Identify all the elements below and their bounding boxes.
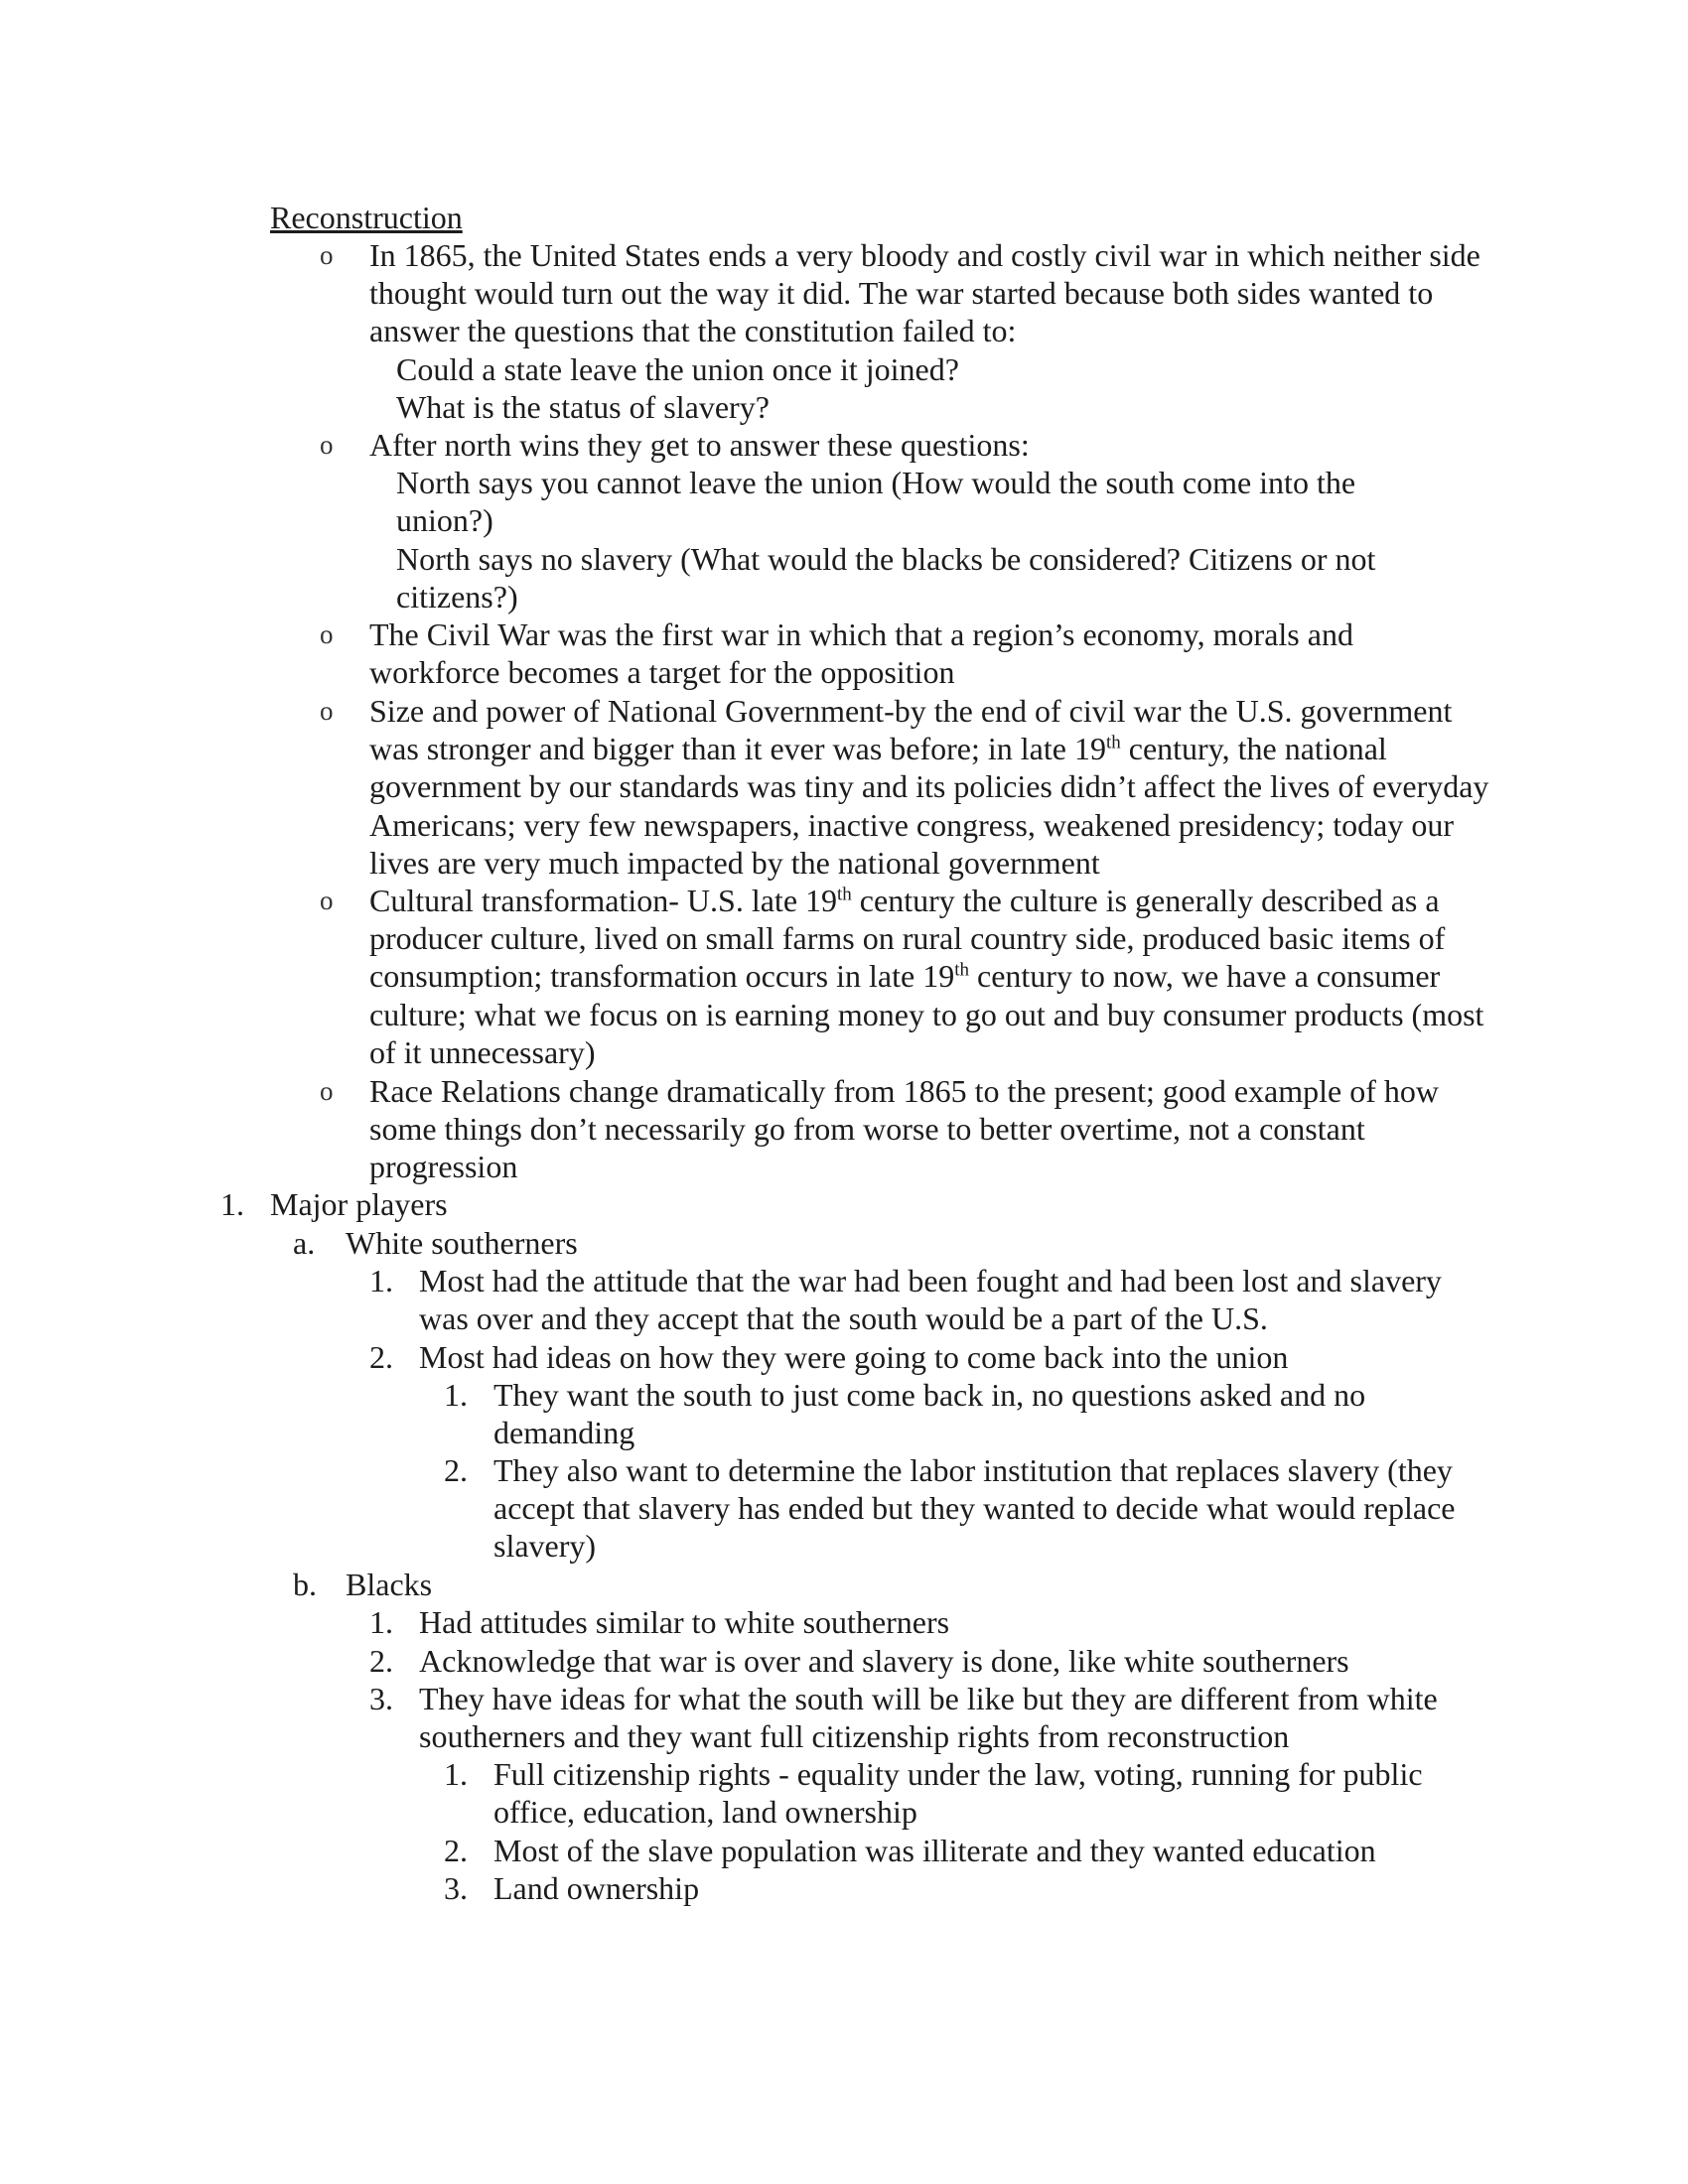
outline-number: 1. [369, 1604, 393, 1640]
list-item: Full citizenship rights - equality under the law, voting, running for public office, education, land ownership [493, 1756, 1423, 1831]
ordinal-suffix: th [1105, 732, 1121, 753]
outline-number: 2. [369, 1643, 393, 1679]
text-segment: century to now, we have a consumer culture; what we focus on is earning money to go out and buy consumer products (most of it unnecessary) [369, 958, 1484, 1070]
bullet-marker: o [320, 619, 334, 649]
text-segment: century the culture is generally described as a producer culture, lived on small farms on rural country side, produced basic items of consumption; transformation occurs in late 19 [369, 883, 1446, 995]
bullet-text: Race Relations change dramatically from 1865 to the present; good example of how some things don’t necessarily go from worse to better overtime, not a constant progression [369, 1073, 1439, 1185]
list-item: Acknowledge that war is over and slavery is done, like white southerners [419, 1643, 1349, 1679]
sub-answer: North says no slavery (What would the blacks be considered? Citizens or not citizens?) [396, 541, 1376, 615]
bullet-marker: o [320, 696, 334, 726]
list-item: Most had the attitude that the war had been fought and had been lost and slavery was over and they accept that the south would be a part of the U.S. [419, 1263, 1442, 1337]
sub-question: What is the status of slavery? [396, 389, 770, 425]
bullet-marker: o [320, 430, 334, 460]
outline-number: 2. [444, 1833, 468, 1868]
sub-question: Could a state leave the union once it joined? [396, 351, 959, 387]
bullet-text: After north wins they get to answer these questions: [369, 427, 1030, 463]
outline-letter: a. [293, 1225, 316, 1261]
bullet-text [369, 692, 1489, 882]
subsection-heading: Blacks [346, 1567, 433, 1602]
ordinal-suffix: th [837, 884, 852, 905]
bullet-marker: o [320, 1076, 334, 1106]
subsection-heading: White southerners [346, 1225, 578, 1261]
list-item: They also want to determine the labor institution that replaces slavery (they accept that slavery has ended but they wanted to decide what would replace slavery) [493, 1452, 1456, 1565]
list-item: Land ownership [493, 1870, 700, 1906]
text-segment: Cultural transformation- U.S. late 19 [369, 883, 838, 918]
bullet-text: In 1865, the United States ends a very bloody and costly civil war in which neither side thought would turn out the way it did. The war started because both sides wanted to answer the questions that the constitution failed to: [369, 237, 1480, 349]
outline-number: 1. [220, 1186, 244, 1222]
list-item: Had attitudes similar to white southerners [419, 1604, 950, 1640]
bullet-text: The Civil War was the first war in which that a region’s economy, morals and workforce becomes a target for the opposition [369, 616, 1353, 691]
outline-letter: b. [293, 1567, 317, 1602]
section-heading: Major players [270, 1186, 448, 1222]
bullet-marker: o [320, 240, 334, 270]
outline-number: 3. [369, 1681, 393, 1716]
list-item: Most had ideas on how they were going to come back into the union [419, 1339, 1289, 1375]
outline-number: 3. [444, 1870, 468, 1906]
bullet-marker: o [320, 886, 334, 915]
page-title: Reconstruction [270, 200, 463, 235]
list-item: Most of the slave population was illiterate and they wanted education [493, 1833, 1376, 1868]
outline-number: 2. [369, 1339, 393, 1375]
text-segment: century, the national government by our standards was tiny and its policies didn’t affect the lives of everyday Americans; very few newspapers, inactive congress, weakened presidency; today our lives are very much impacted by the national government [369, 731, 1489, 881]
outline-number: 1. [444, 1756, 468, 1792]
bullet-text [369, 882, 1489, 1071]
list-item: They want the south to just come back in, no questions asked and no demanding [493, 1377, 1366, 1451]
sub-answer: North says you cannot leave the union (How would the south come into the union?) [396, 465, 1356, 539]
outline-number: 1. [444, 1377, 468, 1413]
list-item: They have ideas for what the south will be like but they are different from white southerners and they want full citizenship rights from reconstruction [419, 1681, 1438, 1755]
text-segment: Size and power of National Government-by the end of civil war the U.S. government was stronger and bigger than it ever was before; in late 19 [369, 693, 1453, 767]
outline-number: 2. [444, 1452, 468, 1488]
outline-number: 1. [369, 1263, 393, 1298]
ordinal-suffix: th [954, 959, 969, 981]
